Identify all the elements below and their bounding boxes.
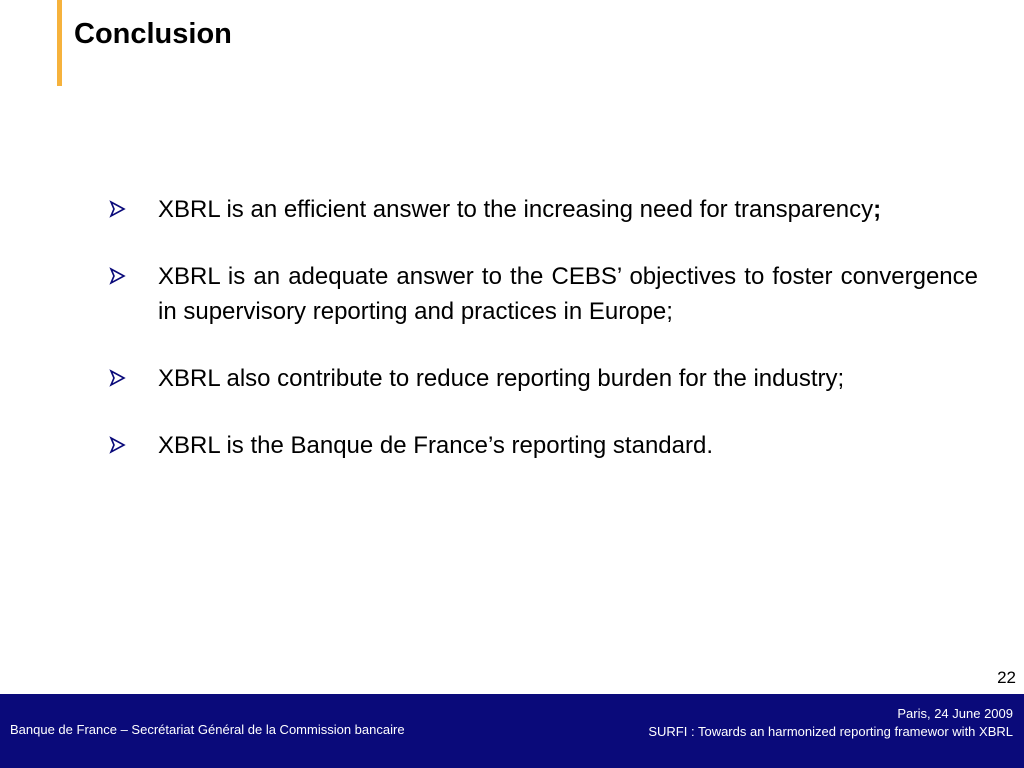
arrowhead-bullet-icon xyxy=(108,267,126,285)
bullet-text: XBRL is an adequate answer to the CEBS’ objectives to foster convergence in supervisory reporting and practices in Europe; xyxy=(158,263,978,325)
bullet-item xyxy=(108,192,978,227)
bullet-item xyxy=(108,259,978,329)
page-number: 22 xyxy=(997,668,1016,687)
bullet-item xyxy=(108,361,978,396)
arrowhead-bullet-icon xyxy=(108,436,126,454)
slide-title: Conclusion xyxy=(74,18,232,50)
arrowhead-bullet-icon xyxy=(108,200,126,218)
footer-right-block xyxy=(648,705,1013,741)
title-accent-bar xyxy=(57,0,62,86)
arrowhead-bullet-icon xyxy=(108,369,126,387)
footer-date: Paris, 24 June 2009 xyxy=(897,706,1013,721)
bullet-text: XBRL is an efficient answer to the increasing need for transparency xyxy=(158,196,874,223)
footer-organization: Banque de France – Secrétariat Général de la Commission bancaire xyxy=(10,722,405,737)
bullet-item xyxy=(108,428,978,463)
footer-bar xyxy=(0,694,1024,768)
bullet-suffix: ; xyxy=(873,196,882,223)
bullet-text: XBRL is the Banque de France’s reporting standard. xyxy=(158,432,713,459)
footer-presentation-title: SURFI : Towards an harmonized reporting framewor with XBRL xyxy=(648,724,1013,739)
bullet-text: XBRL also contribute to reduce reporting burden for the industry; xyxy=(158,365,845,392)
bullet-list xyxy=(108,192,978,463)
